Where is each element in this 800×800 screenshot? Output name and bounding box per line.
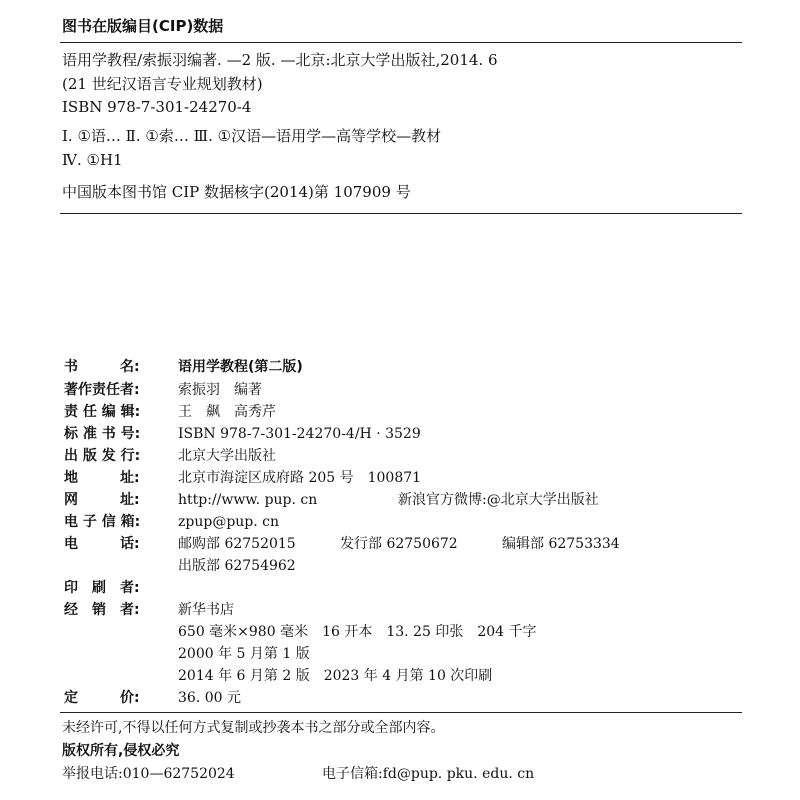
cip-title: 图书在版编目(CIP)数据 — [62, 17, 224, 35]
value-address: 北京市海淀区成府路 205 号 100871 — [178, 470, 422, 486]
cip-isbn: ISBN 978-7-301-24270-4 — [62, 98, 252, 116]
value-price: 36. 00 元 — [178, 690, 241, 706]
label-price: 定 价: — [64, 690, 140, 706]
value-weibo: 新浪官方微博:@北京大学出版社 — [398, 492, 599, 508]
value-email: zpup@pup. cn — [178, 514, 280, 530]
label-isbn: 标 准 书 号: — [64, 426, 141, 442]
cip-data-number: 中国版本图书馆 CIP 数据核字(2014)第 107909 号 — [62, 183, 411, 201]
value-book-name: 语用学教程(第二版) — [178, 359, 303, 375]
label-publisher: 出 版 发 行: — [64, 448, 141, 464]
copyright-notice: 未经许可,不得以任何方式复制或抄袭本书之部分或全部内容。 — [62, 720, 445, 736]
label-phone: 电 话: — [64, 536, 140, 552]
cip-main-entry: 语用学教程/索振羽编著. —2 版. —北京:北京大学出版社,2014. 6 — [62, 51, 498, 69]
value-publisher: 北京大学出版社 — [178, 448, 276, 464]
value-isbn: ISBN 978-7-301-24270-4/H · 3529 — [178, 426, 421, 442]
label-book-name: 书 名: — [64, 359, 140, 375]
report-email — [322, 764, 534, 784]
divider-bottom — [60, 712, 742, 713]
label-author: 著作责任者: — [64, 382, 140, 398]
rights-reserved: 版权所有,侵权必究 — [62, 743, 180, 759]
value-distributor: 新华书店 — [178, 602, 234, 618]
report-phone-number: 010—62752024 — [122, 766, 235, 782]
value-author: 索振羽 编著 — [178, 382, 262, 398]
label-website: 网 址: — [64, 492, 140, 508]
value-phone-distribution: 发行部 62750672 — [340, 536, 458, 552]
value-edition-current: 2014 年 6 月第 2 版 2023 年 4 月第 10 次印刷 — [178, 668, 493, 684]
cip-classification-number: Ⅳ. ①H1 — [62, 151, 123, 169]
divider-cip-bottom — [60, 213, 742, 214]
label-email: 电 子 信 箱: — [64, 514, 141, 530]
value-format: 650 毫米×980 毫米 16 开本 13. 25 印张 204 千字 — [178, 624, 537, 640]
label-address: 地 址: — [64, 470, 140, 486]
label-distributor: 经 销 者: — [64, 602, 140, 618]
report-phone-label: 举报电话: — [62, 766, 123, 782]
report-phone — [62, 764, 235, 784]
value-phone-mail-order: 邮购部 62752015 — [178, 536, 296, 552]
divider-top — [60, 42, 742, 43]
value-phone-editorial: 编辑部 62753334 — [502, 536, 620, 552]
label-printer: 印 刷 者: — [64, 580, 140, 596]
cip-series: (21 世纪汉语言专业规划教材) — [62, 75, 263, 93]
report-email-label: 电子信箱: — [322, 766, 383, 782]
cip-classification: Ⅰ. ①语… Ⅱ. ①索… Ⅲ. ①汉语—语用学—高等学校—教材 — [62, 127, 442, 145]
value-phone-publishing: 出版部 62754962 — [178, 558, 296, 574]
value-website: http://www. pup. cn — [178, 492, 318, 508]
report-email-address: fd@pup. pku. edu. cn — [382, 766, 535, 782]
value-edition-first: 2000 年 5 月第 1 版 — [178, 646, 310, 662]
label-editor: 责 任 编 辑: — [64, 404, 141, 420]
value-editor: 王 飙 高秀芹 — [178, 404, 276, 420]
